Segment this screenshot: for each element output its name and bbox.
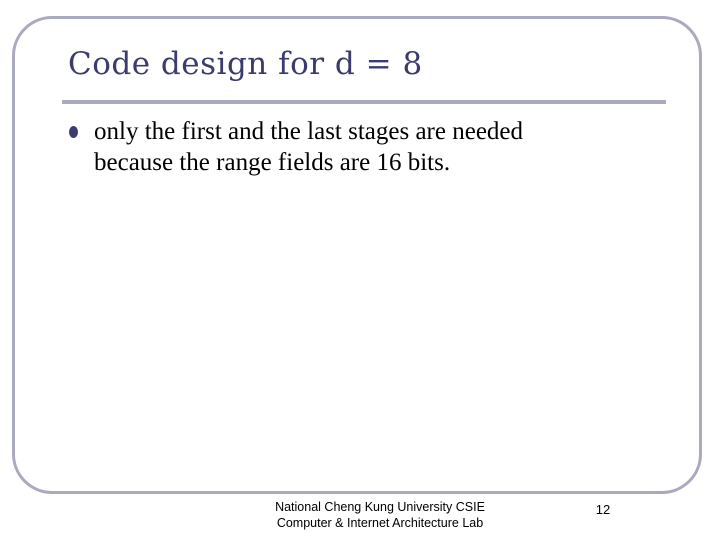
footer-line-2: Computer & Internet Architecture Lab (276, 516, 484, 530)
title-divider (62, 100, 666, 104)
bullet-line-2: because the range fields are 16 bits. (94, 149, 451, 176)
bullet-line-1: only the first and the last stages are needed (94, 118, 524, 145)
page-number: 12 (595, 502, 611, 517)
footer (230, 499, 530, 531)
slide-frame (12, 16, 702, 494)
bullet-icon (66, 124, 82, 140)
footer-line-1: National Cheng Kung University CSIE (275, 500, 485, 514)
bullet-text (94, 116, 654, 178)
slide-title: Code design for d = 8 (68, 46, 423, 82)
bullet-dot (69, 126, 78, 138)
